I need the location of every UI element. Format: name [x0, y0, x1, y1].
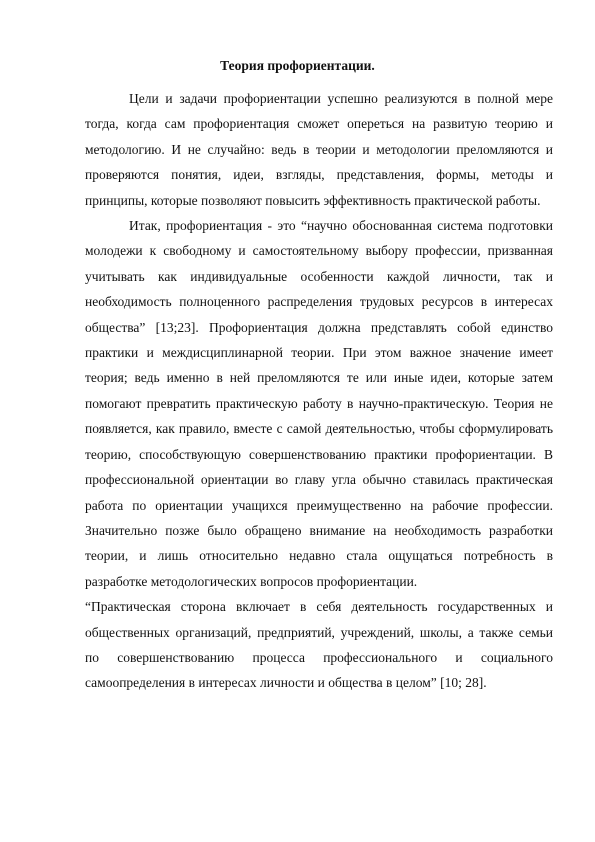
paragraph-practical-side: “Практическая сторона включает в себя деятельность государственных и общественных организаций, предприятий, учреждений, школы, а также семьи по совершенствованию процесса профессионального и социального самоопределения в интересах личности и общества в целом” [10; 28]. — [85, 599, 553, 691]
paragraph-goals: Цели и задачи профориентации успешно реализуются в полной мере тогда, когда сам профориентация сможет опереться на развитую теорию и методологию. И не случайно: ведь в теории и методологии преломляются и проверяются понятия, идеи, взгляды, представления, формы, методы и принципы, которые позволяют повысить эффективность практической работы. — [85, 91, 553, 208]
document-title: Теория профориентации. — [220, 58, 375, 73]
document-body — [85, 86, 553, 696]
paragraph-definition: Итак, профориентация - это “научно обоснованная система подготовки молодежи к свободному и самостоятельному выбору профессии, призванная учитывать как индивидуальные особенности каждой личности, так и необходимость полноценного распределения трудовых ресурсов в интересах общества” [13;23]. Профориентация должна представлять собой единство практики и междисциплинарной теории. При этом важное значение имеет теория; ведь именно в ней преломляются те или иные идеи, которые затем помогают превратить практическую работу в научно-практическую. Теория не появляется, как правило, вместе с самой деятельностью, чтобы сформулировать теорию, способствующую совершенствованию практики профориентации. В профессиональной ориентации во главу угла обычно ставилась практическая работа по ориентации учащихся преимущественно на рабочие профессии. Значительно позже было обращено внимание на необходимость разработки теории, и лишь относительно недавно стала ощущаться потребность в разработке методологических вопросов профориентации. — [85, 218, 553, 589]
